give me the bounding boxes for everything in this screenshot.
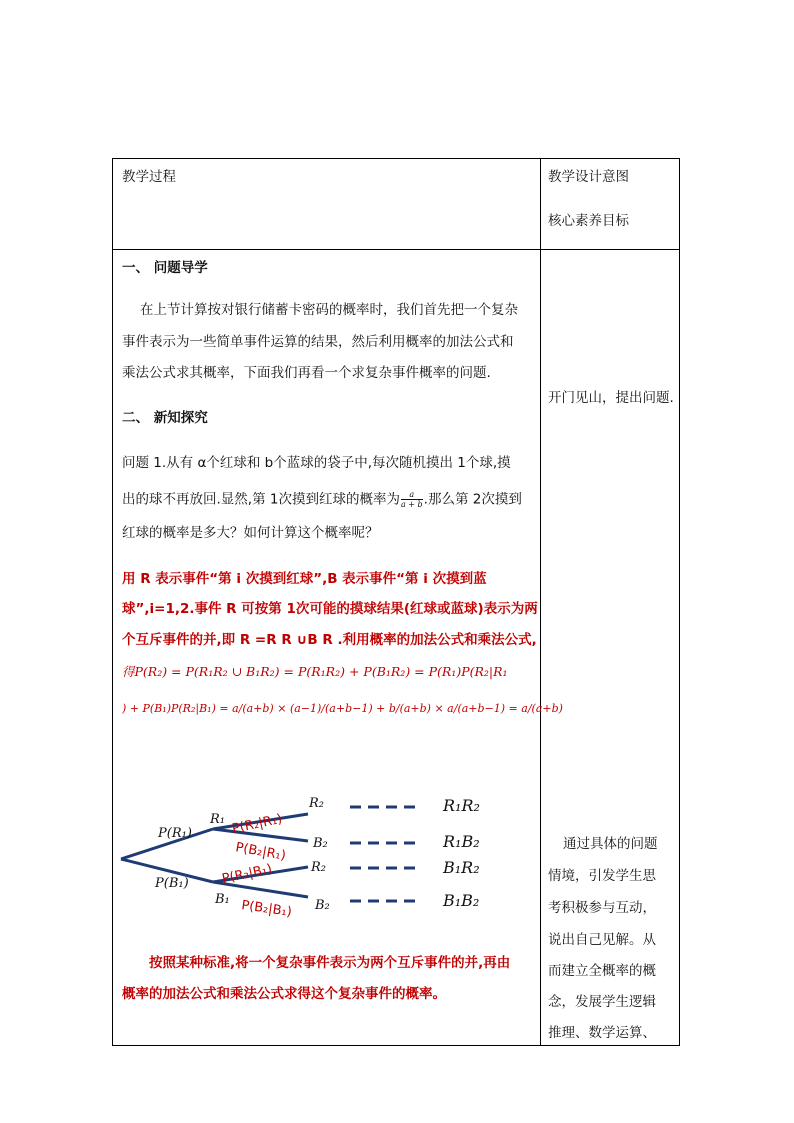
prob-b2-given-b1: P(B₂|B₁) xyxy=(240,898,293,921)
competency-line5: 而建立全概率的概 xyxy=(548,963,656,979)
lesson-table xyxy=(112,158,680,1046)
header-right-1: 教学设计意图 xyxy=(548,169,629,185)
column-divider xyxy=(540,159,541,1045)
question-line2-b: .那么第 2次摸到 xyxy=(423,491,522,508)
label-r2-bottom: R₂ xyxy=(311,860,326,875)
prob-r2-given-r1: P(R₂|R₁) xyxy=(230,811,284,837)
outcome-3: B₁R₂ xyxy=(443,858,480,877)
answer-line5: ) + P(B₁)P(R₂|B₁) = a/(a+b) × (a−1)/(a+b−1) + b/(a+b) × a/(a+b−1) = a/(a+b) xyxy=(122,702,563,715)
label-b2-top: B₂ xyxy=(313,836,328,851)
question-line3: 红球的概率是多大？如何计算这个概率呢？ xyxy=(122,525,379,541)
header-left: 教学过程 xyxy=(122,169,176,185)
answer-line3: 个互斥事件的并,即 R =R R ∪B R .利用概率的加法公式和乘法公式, xyxy=(122,632,537,648)
probability-tree xyxy=(113,779,533,929)
label-p-b1: P(B₁) xyxy=(155,876,189,891)
summary-line1: 按照某种标准,将一个复杂事件表示为两个互斥事件的并,再由 xyxy=(149,955,511,971)
competency-line2: 情境，引发学生思 xyxy=(548,868,656,884)
outcome-2: R₁B₂ xyxy=(443,832,480,851)
header-divider xyxy=(113,249,679,250)
competency-line1: 通过具体的问题 xyxy=(563,836,658,852)
section1-line2: 事件表示为一些简单事件运算的结果，然后利用概率的加法公式和 xyxy=(122,334,514,350)
section1-title: 一、 问题导学 xyxy=(122,260,208,276)
fraction-num: a xyxy=(401,490,423,500)
section1-line3: 乘法公式求其概率，下面我们再看一个求复杂事件概率的问题. xyxy=(122,365,491,381)
outcome-4: B₁B₂ xyxy=(443,891,480,910)
section2-title: 二、 新知探究 xyxy=(122,410,208,426)
label-p-r1: P(R₁) xyxy=(158,826,192,841)
intent-text: 开门见山，提出问题. xyxy=(548,390,674,406)
label-r1: R₁ xyxy=(210,812,225,827)
outcome-1: R₁R₂ xyxy=(443,796,480,815)
competency-line3: 考积极参与互动， xyxy=(548,900,656,916)
header-right-2: 核心素养目标 xyxy=(548,213,629,229)
question-line2-a: 出的球不再放回.显然,第 1次摸到红球的概率为 xyxy=(122,491,400,508)
summary-line2: 概率的加法公式和乘法公式求得这个复杂事件的概率。 xyxy=(122,986,446,1002)
fraction-den: a + b xyxy=(400,500,423,509)
prob-b2-given-r1: P(B₂|R₁) xyxy=(234,840,287,864)
question-line2 xyxy=(122,490,522,509)
section1-line1: 在上节计算按对银行储蓄卡密码的概率时，我们首先把一个复杂 xyxy=(140,302,518,318)
question-line1: 问题 1.从有 α个红球和 b个蓝球的袋子中,每次随机摸出 1个球,摸 xyxy=(122,455,511,471)
answer-line1: 用 R 表示事件“第 i 次摸到红球”,B 表示事件“第 i 次摸到蓝 xyxy=(122,571,487,587)
competency-line4: 说出自己见解。从 xyxy=(548,932,656,948)
competency-line7: 推理、数学运算、 xyxy=(548,1025,656,1041)
label-b2-bottom: B₂ xyxy=(315,898,330,913)
answer-line2: 球”,i=1,2.事件 R 可按第 1次可能的摸球结果(红球或蓝球)表示为两 xyxy=(122,601,538,617)
competency-line6: 念，发展学生逻辑 xyxy=(548,994,656,1010)
fraction xyxy=(401,490,423,509)
label-b1: B₁ xyxy=(215,892,230,907)
answer-line4: 得P(R₂) = P(R₁R₂ ∪ B₁R₂) = P(R₁R₂) + P(B₁R₂) = P(R₁)P(R₂|R₁ xyxy=(122,664,508,679)
label-r2-top: R₂ xyxy=(309,796,324,811)
prob-r2-given-b1: P(R₂|B₁) xyxy=(220,861,274,887)
